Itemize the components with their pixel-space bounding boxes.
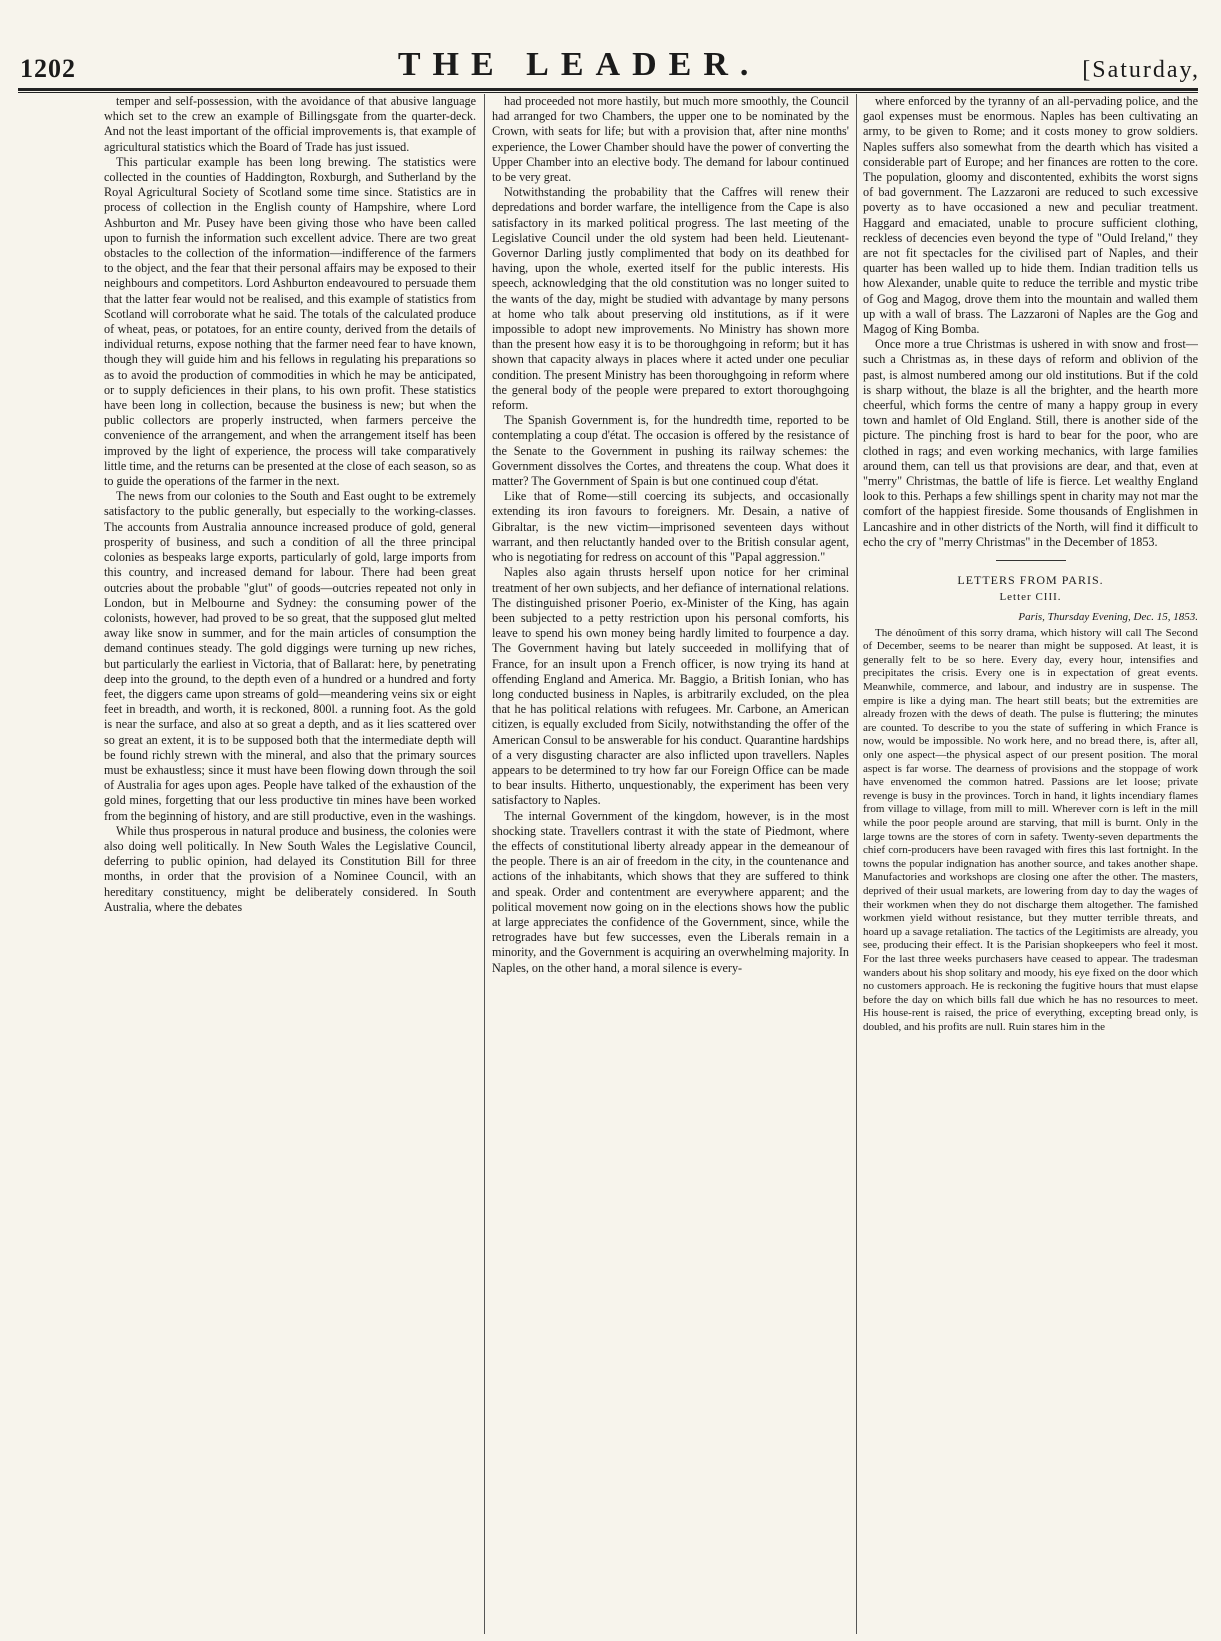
header-rule bbox=[18, 88, 1198, 91]
masthead bbox=[20, 44, 1200, 84]
paragraph: While thus prosperous in natural produce and business, the colonies were also doing well politically. In New South Wales the Legislative Council, deferring to public opinion, had delayed its Constitution Bill for three months, in order that the provision of a Nominee Council, with an hereditary constituency, might be deliberately considered. In South Australia, where the debates bbox=[104, 823, 476, 914]
paragraph: Once more a true Christmas is ushered in with snow and frost—such a Christmas as, in these days of reform and oblivion of the past, is almost numbered among our old institutions. But if the cold is sharp without, the blaze is all the brighter, and the hearth more cheerful, which forms the centre of many a happy group in every town and hamlet of Old England. Still, there is another side of the picture. The pinching frost is hard to bear for the poor, who are clothed in rags; and even working mechanics, with large families around them, can tell us that provisions are dear, and that, even at "merry" Christmas, the battle of life is fierce. Let wealthy England look to this. Perhaps a few shillings spent in charity may not mar the comfort of the happiest fireside. Some thousands of Englishmen in Lancashire and in other districts of the North, will find it difficult to echo the cry of "merry Christmas" in the December of 1853. bbox=[863, 337, 1198, 549]
paragraph: where enforced by the tyranny of an all-pervading police, and the gaol expenses must be enormous. Naples has been cultivating an army, to be given to Rome; and it costs money to grow soldiers. Naples suffers also somewhat from the dearth which has visited a considerable part of Europe; and her finances are rotten to the core. The population, gloomy and discontented, exhibits the worst signs of bad government. The Lazzaroni are reduced to such excessive poverty as to have occasioned a new and peculiar treatment. Haggard and emaciated, unable to procure sufficient clothing, reckless of decencies even beyond the type of "Ould Ireland," they are not fit spectacles for the civilised part of Naples, and their quarter has been walled up to hide them. Indian tradition tells us how Alexander, unable quite to reduce the terrible and mystic tribe of Gog and Magog, drove them into the mountain and walled them up with a wall of brass. The Lazzaroni of Naples are the Gog and Magog of King Bomba. bbox=[863, 94, 1198, 337]
column-2 bbox=[492, 94, 849, 1634]
paragraph: Notwithstanding the probability that the Caffres will renew their depredations and border warfare, the intelligence from the Cape is also satisfactory in its marked political progress. The last meeting of the Legislative Council under the old system had been held. Lieutenant-Governor Darling justly complimented that body on its deathbed for having, upon the whole, exerted itself for the public interests. His speech, acknowledging that the old constitution was no longer suited to the wants of the day, might be studied with advantage by many persons at home who talk about preserving old institutions, as if it were impossible to adopt new improvements. No Ministry has shown more than the present how easy it is to be thoroughgoing in reform; but it has shown that capacity always in places where it acted under one peculiar condition. The present Ministry has been thoroughgoing in reform where the general body of the people were prepared to extort thoroughgoing reform. bbox=[492, 185, 849, 413]
paragraph: The Spanish Government is, for the hundredth time, reported to be contemplating a coup d'état. The occasion is offered by the resistance of the Senate to the Government in pushing its railway schemes: the Government dissolves the Cortes, and threatens the coup. What does it matter? The Government of Spain is but one continued coup d'état. bbox=[492, 413, 849, 489]
column-1 bbox=[104, 94, 476, 1634]
letter-number: Letter CIII. bbox=[999, 591, 1062, 604]
dateline: Paris, Thursday Evening, Dec. 15, 1853. bbox=[1018, 610, 1198, 623]
paragraph: had proceeded not more hastily, but much more smoothly, the Council had arranged for two Chambers, the upper one to be nominated by the Crown, with seats for life; but with a provision that, after nine months' experience, the Lower Chamber should have the power of converting the Upper Chamber into an elective body. The demand for labour continued to be very great. bbox=[492, 94, 849, 185]
columns bbox=[18, 94, 1198, 1634]
paragraph: temper and self-possession, with the avoidance of that abusive language which set to the crew an example of Billingsgate from the quarter-deck. And not the least important of the official improvements is, that example of agricultural statistics which the Board of Trade has just issued. bbox=[104, 94, 476, 154]
section-divider bbox=[996, 560, 1066, 561]
paragraph: Like that of Rome—still coercing its subjects, and occasionally extending its iron favours to foreigners. Mr. Desain, a native of Gibraltar, is the new victim—imprisoned seventeen days without warrant, and then reluctantly handed over to the British consular agent, who is negotiating for redress on account of this "Papal aggression." bbox=[492, 489, 849, 565]
column-divider bbox=[484, 94, 485, 1634]
header-rule-thin bbox=[18, 92, 1198, 93]
column-3 bbox=[863, 94, 1198, 1634]
section-title: LETTERS FROM PARIS. bbox=[957, 573, 1104, 588]
paragraph: The internal Government of the kingdom, however, is in the most shocking state. Travellers contrast it with the state of Piedmont, where the effects of constitutional liberty already appear in the demeanour of the people. There is an air of freedom in the city, in the countenance and actions of the inhabitants, which shows that they are suffered to think and speak. Order and contentment are everywhere apparent; and the political movement now going on in the elections shows how the public at large appreciates the confidence of the Government, since, while the retrogrades have but few successes, even the Liberals remain in a minority, and the Government is acquiring an overwhelming majority. In Naples, on the other hand, a moral silence is every- bbox=[492, 808, 849, 975]
issue-day: [Saturday, bbox=[1082, 57, 1200, 83]
column-divider bbox=[856, 94, 857, 1634]
paragraph: The dénoûment of this sorry drama, which history will call The Second of December, seems to be nearer than might be supposed. At least, it is generally felt to be so here. Every day, every hour, intensifies and precipitates the crisis. Every one is in expectation of great events. Meanwhile, commerce, and labour, and industry are in suspense. The empire is like a dying man. The heart still beats; but the extremities are already frozen with the dews of death. The pulse is fluttering; the minutes are counted. To describe to you the state of suffering in which France is now, would be impossible. No work here, and no bread there, is, after all, only one aspect—the physical aspect of our present position. The moral aspect is far worse. The dearness of provisions and the stoppage of work have envenomed the common hatred. Passions are let loose; private revenge is busy in the provinces. Torch in hand, it lights incendiary flames from village to village, from mill to mill. Wherever corn is left in the mill while the poor people around are starving, that mill is burnt. Only in the large towns are the stores of corn in safety. Twenty-seven departments the chief corn-producers have been ravaged with fires this last fortnight. In the towns the popular indignation has another source, and takes another shape. Manufactories and workshops are closing one after the other. The masters, deprived of their usual markets, are lowering from day to day the wages of their workmen when they do not discharge them altogether. The famished workmen yield without resistance, but they mutter terrible threats, and hoard up a savage retaliation. The tactics of the Legitimists are already, you see, producing their effect. It is the Parisian shopkeepers who feel it most. For the last three weeks purchasers have ceased to appear. The tradesman wanders about his shop solitary and moody, his eye fixed on the door which no customers approach. He is reckoning the fugitive hours that must elapse before the day on which bills fall due which he has no resources to meet. His house-rent is raised, the price of everything, excepting bread only, is doubled, and his profits are null. Ruin stares him in the bbox=[863, 626, 1198, 1033]
paragraph: This particular example has been long brewing. The statistics were collected in the counties of Haddington, Roxburgh, and Sutherland by the Royal Agricultural Society of Scotland some time since. Statistics are in process of collection in the English county of Hampshire, where Lord Ashburton and Mr. Pusey have been giving those who have been called upon to furnish the information such excellent advice. There are two great obstacles to the collection of the information—indifference of the farmers to the object, and the fear that their personal affairs may be exposed to their neighbours and competitors. Lord Ashburton endeavoured to persuade them that the latter fear would not be realised, and this example of statistics from Scotland will corroborate what he said. The totals of the calculated produce of wheat, peas, or potatoes, for an entire county, derived from the details of individual returns, expose nothing that the farmer need fear to have known, though they will guide him and his fellows in regulating his preparations so as to avoid the production of commodities in which he may be anticipated, or to supply deficiences in their plans, to his own profit. These statistics have been long in collection, because the business is new; but when the public collectors are properly instructed, when farmers perceive the convenience of the arrangement, and when the arrangement itself has been improved by the light of experience, the process will take comparatively little time, and the returns can be presented at the close of each season, so as to guide the operations of the farmer in the next. bbox=[104, 154, 476, 489]
page-number: 1202 bbox=[20, 54, 76, 83]
paragraph: The news from our colonies to the South and East ought to be extremely satisfactory to the public generally, but especially to the working-classes. The accounts from Australia announce increased produce of gold, general prosperity of business, and such a condition of all the three principal colonies as bespeaks large exports, particularly of gold, large imports from this country, and increased demand for labour. There had been great outcries about the probable "glut" of goods—outcries repeated not only in London, but in Melbourne and Sydney: the consuming power of the colonists, however, had proved to be so great, that the supposed glut melted away like snow in summer, and for the main articles of consumption the demand continues steady. The gold diggings were turning up new riches, but particularly the earliest in Victoria, that of Ballarat: here, by penetrating deep into the ground, to the depth even of a hundred or a hundred and forty feet, the diggers came upon streams of gold—meandering veins six or eight feet in breadth, and worth, it is reckoned, 800l. a running foot. As the gold is near the surface, and also at so great a depth, and as it lies scattered over so great an extent, it is to be supposed both that the intermediate depth will be found richly strewn with the mineral, and also that the primary sources must be exhaustless; since it must have been flowing down through the soil of Australia for ages upon ages. People have talked of the exhaustion of the gold mines, forgetting that our less productive tin mines have been worked from the beginning of history, and are still productive, even in the washings. bbox=[104, 489, 476, 823]
paper-title: THE LEADER. bbox=[397, 46, 761, 83]
paragraph: Naples also again thrusts herself upon notice for her criminal treatment of her own subjects, and her defiance of international relations. The distinguished prisoner Poerio, ex-Minister of the King, has again been subjected to a petty restriction upon his personal comforts, his leave to spend his own money being hardly limited to fourpence a day. The Government having but lately succeeded in mollifying that of France, for an insult upon a French officer, is now trying its hand at offending England and America. Mr. Baggio, a British Ionian, who has long conducted business in Naples, is arbitrarily excluded, on the plea that he has political relations with refugees. Mr. Carbone, an American citizen, is equally excluded from Sicily, notwithstanding the offer of the American Consul to be answerable for his conduct. Quarantine hardships of a very disgusting character are also inflicted upon travellers. Naples appears to be determined to try how far our Foreign Office can be made to bear insults. Hitherto, unquestionably, the experiment has been very satisfactory to Naples. bbox=[492, 565, 849, 808]
